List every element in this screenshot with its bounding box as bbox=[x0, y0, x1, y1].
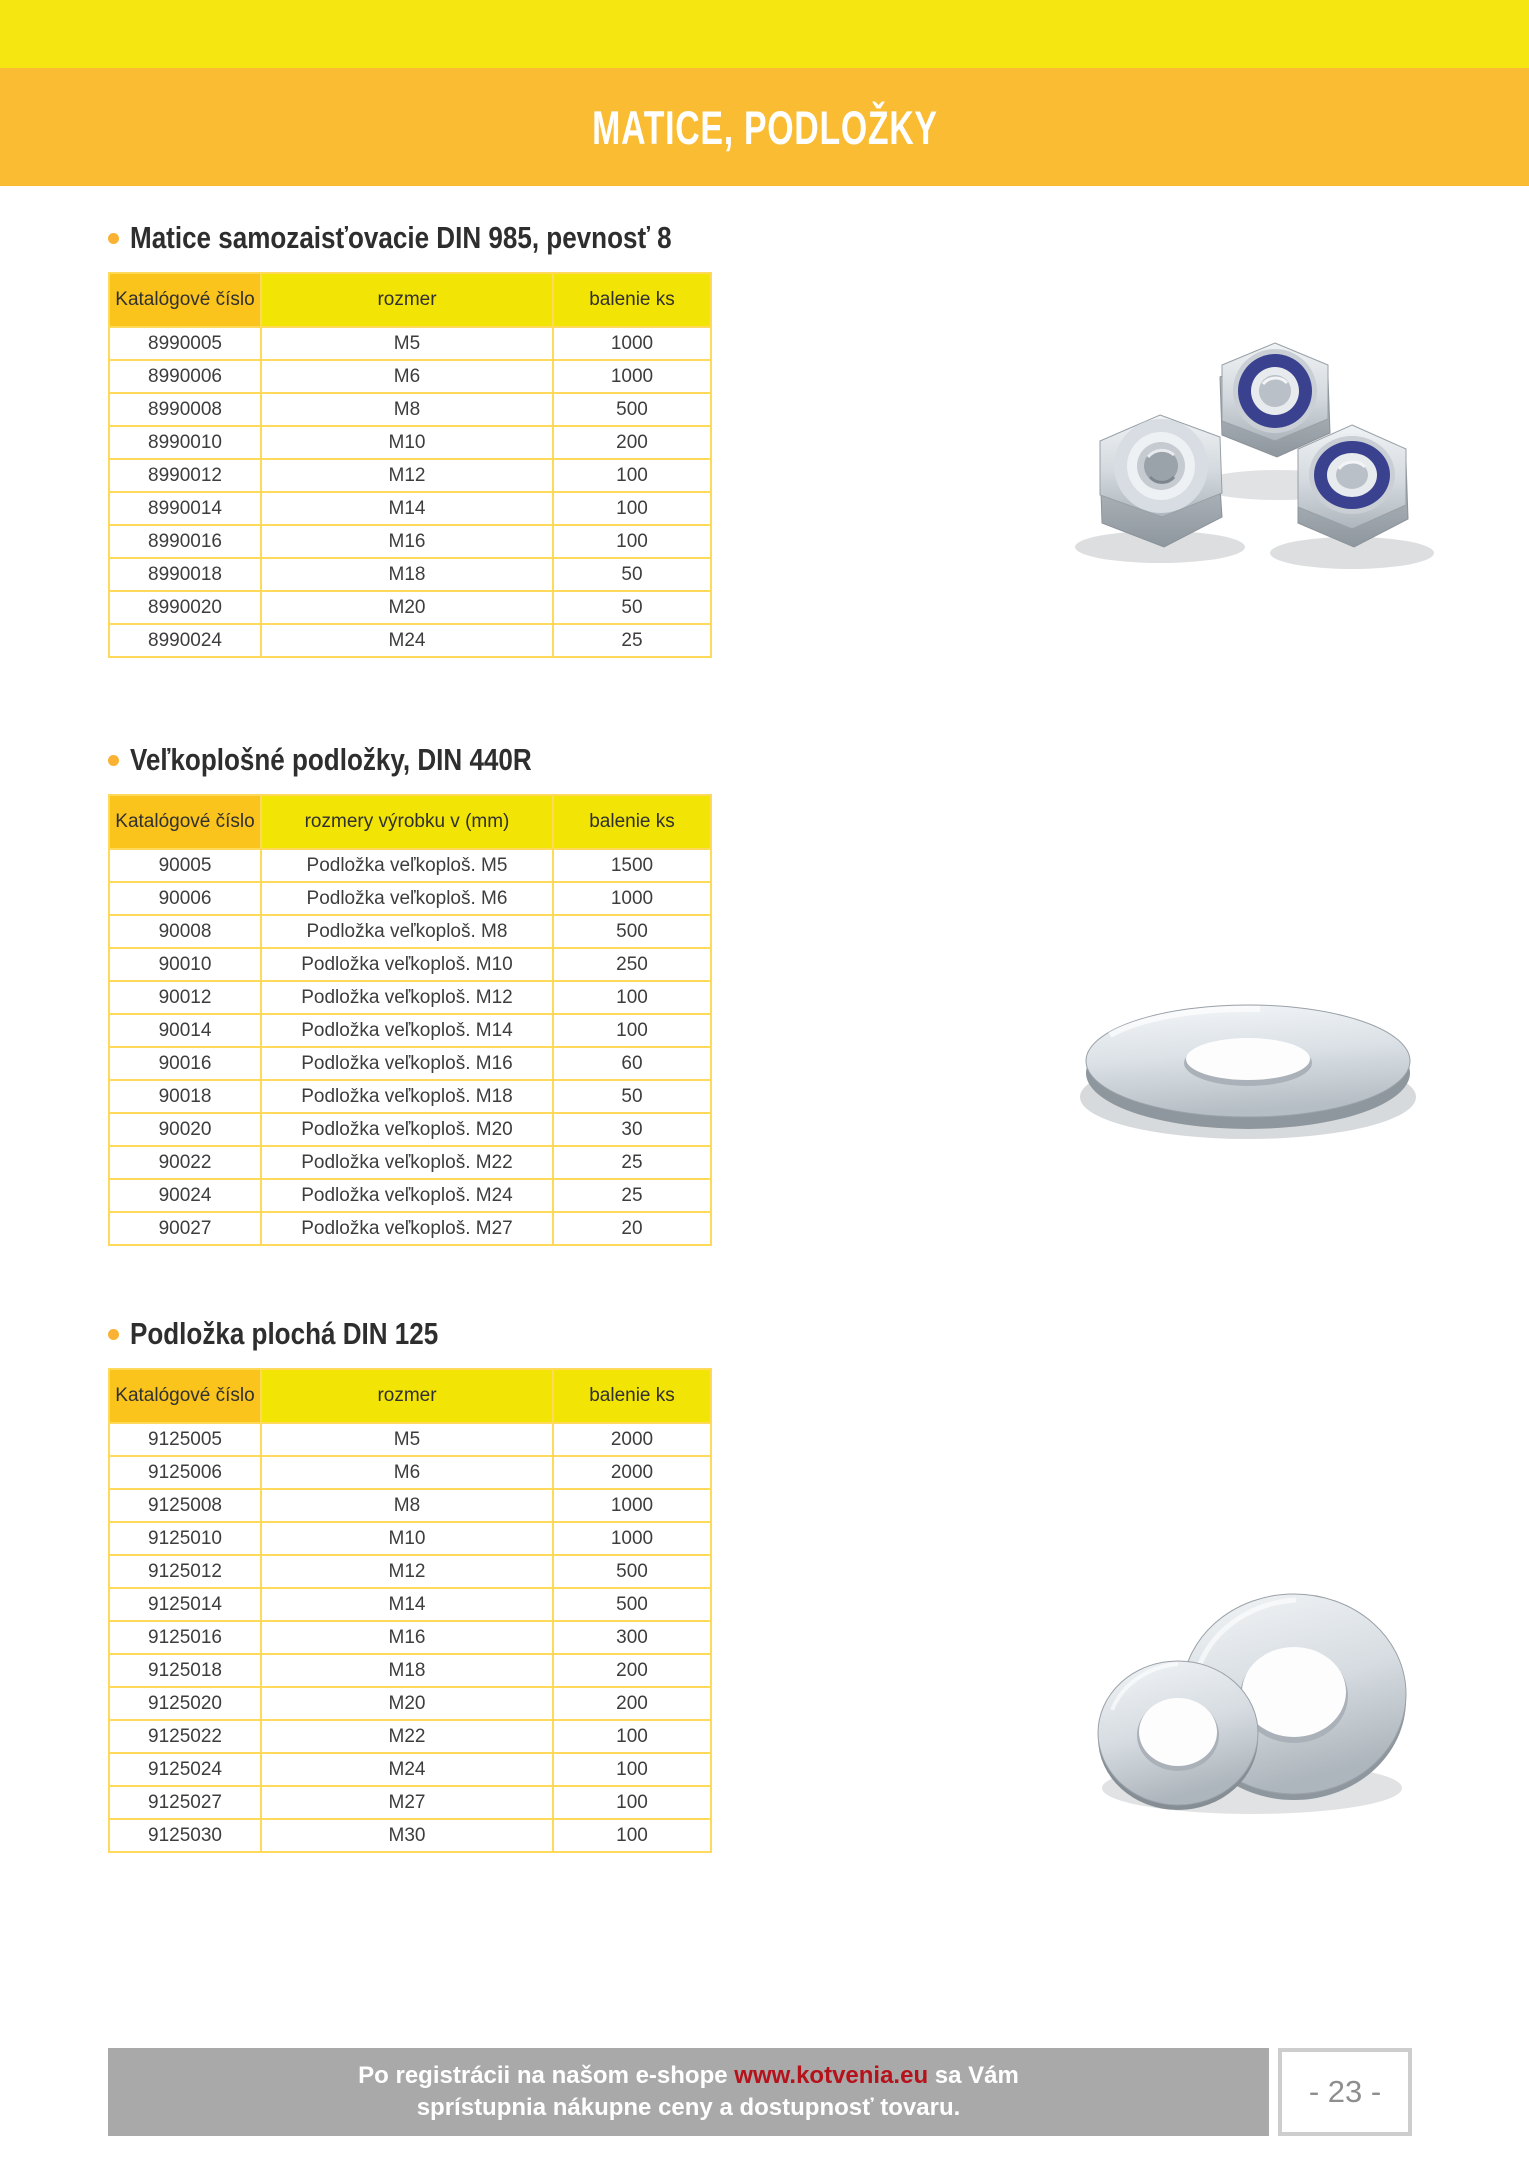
cell-catalog-number: 9125030 bbox=[109, 1819, 261, 1852]
cell-catalog-number: 90012 bbox=[109, 981, 261, 1014]
cell-catalog-number: 90008 bbox=[109, 915, 261, 948]
cell-catalog-number: 90020 bbox=[109, 1113, 261, 1146]
cell-dimension: M5 bbox=[261, 1423, 553, 1456]
cell-package-qty: 2000 bbox=[553, 1456, 711, 1489]
cell-dimension: M12 bbox=[261, 1555, 553, 1588]
table-row bbox=[109, 1113, 711, 1146]
table-row bbox=[109, 426, 711, 459]
cell-catalog-number: 9125008 bbox=[109, 1489, 261, 1522]
cell-catalog-number: 90024 bbox=[109, 1179, 261, 1212]
cell-package-qty: 1000 bbox=[553, 1522, 711, 1555]
cell-catalog-number: 8990010 bbox=[109, 426, 261, 459]
footer-text-suffix: sa Vám bbox=[928, 2062, 1019, 2089]
section-heading-lock-nuts bbox=[108, 220, 1412, 256]
cell-package-qty: 1000 bbox=[553, 882, 711, 915]
cell-package-qty: 200 bbox=[553, 1687, 711, 1720]
table-row bbox=[109, 1588, 711, 1621]
table-row bbox=[109, 327, 711, 360]
title-band bbox=[0, 68, 1529, 186]
cell-package-qty: 25 bbox=[553, 624, 711, 657]
column-header: Katalógové číslo bbox=[109, 795, 261, 849]
cell-catalog-number: 8990014 bbox=[109, 492, 261, 525]
bullet-icon bbox=[108, 233, 119, 244]
footer-line1 bbox=[358, 2060, 1019, 2092]
two-flat-washers-photo bbox=[1072, 1578, 1427, 1836]
cell-catalog-number: 8990018 bbox=[109, 558, 261, 591]
cell-dimension: M6 bbox=[261, 1456, 553, 1489]
table-row bbox=[109, 1786, 711, 1819]
table-row bbox=[109, 558, 711, 591]
cell-package-qty: 1000 bbox=[553, 360, 711, 393]
cell-package-qty: 60 bbox=[553, 1047, 711, 1080]
table-row bbox=[109, 1080, 711, 1113]
cell-package-qty: 100 bbox=[553, 459, 711, 492]
cell-dimension: M10 bbox=[261, 426, 553, 459]
cell-catalog-number: 90010 bbox=[109, 948, 261, 981]
cell-dimension: Podložka veľkoploš. M8 bbox=[261, 915, 553, 948]
cell-dimension: M20 bbox=[261, 1687, 553, 1720]
cell-package-qty: 20 bbox=[553, 1212, 711, 1245]
cell-dimension: M24 bbox=[261, 624, 553, 657]
cell-package-qty: 100 bbox=[553, 981, 711, 1014]
cell-dimension: M20 bbox=[261, 591, 553, 624]
cell-catalog-number: 9125006 bbox=[109, 1456, 261, 1489]
cell-catalog-number: 8990024 bbox=[109, 624, 261, 657]
cell-dimension: Podložka veľkoploš. M27 bbox=[261, 1212, 553, 1245]
table-row bbox=[109, 948, 711, 981]
cell-dimension: Podložka veľkoploš. M5 bbox=[261, 849, 553, 882]
cell-catalog-number: 9125014 bbox=[109, 1588, 261, 1621]
table-row bbox=[109, 882, 711, 915]
cell-package-qty: 30 bbox=[553, 1113, 711, 1146]
cell-dimension: Podložka veľkoploš. M16 bbox=[261, 1047, 553, 1080]
column-header: rozmery výrobku v (mm) bbox=[261, 795, 553, 849]
cell-dimension: M8 bbox=[261, 1489, 553, 1522]
footer-text-prefix: Po registrácii na našom e-shope bbox=[358, 2062, 735, 2089]
cell-catalog-number: 8990006 bbox=[109, 360, 261, 393]
header-row bbox=[109, 273, 711, 327]
column-header: Katalógové číslo bbox=[109, 1369, 261, 1423]
table-row bbox=[109, 591, 711, 624]
cell-package-qty: 300 bbox=[553, 1621, 711, 1654]
cell-catalog-number: 8990005 bbox=[109, 327, 261, 360]
table-row bbox=[109, 849, 711, 882]
header-row bbox=[109, 1369, 711, 1423]
footer-line2: sprístupnia nákupne ceny a dostupnosť tovaru. bbox=[416, 2094, 961, 2121]
table-row bbox=[109, 1212, 711, 1245]
table-row bbox=[109, 393, 711, 426]
cell-package-qty: 25 bbox=[553, 1179, 711, 1212]
table-row bbox=[109, 1047, 711, 1080]
cell-catalog-number: 8990016 bbox=[109, 525, 261, 558]
cell-package-qty: 100 bbox=[553, 1753, 711, 1786]
cell-catalog-number: 8990012 bbox=[109, 459, 261, 492]
cell-package-qty: 500 bbox=[553, 393, 711, 426]
cell-catalog-number: 9125020 bbox=[109, 1687, 261, 1720]
table-row bbox=[109, 1423, 711, 1456]
cell-package-qty: 25 bbox=[553, 1146, 711, 1179]
cell-catalog-number: 90005 bbox=[109, 849, 261, 882]
table-row bbox=[109, 1146, 711, 1179]
cell-catalog-number: 90016 bbox=[109, 1047, 261, 1080]
cell-dimension: M14 bbox=[261, 492, 553, 525]
table-row bbox=[109, 1555, 711, 1588]
table-row bbox=[109, 624, 711, 657]
top-yellow-strip bbox=[0, 0, 1529, 68]
cell-package-qty: 200 bbox=[553, 426, 711, 459]
lock-nuts-photo bbox=[1060, 285, 1435, 590]
cell-dimension: M6 bbox=[261, 360, 553, 393]
table-row bbox=[109, 1720, 711, 1753]
column-header: balenie ks bbox=[553, 273, 711, 327]
cell-catalog-number: 9125024 bbox=[109, 1753, 261, 1786]
cell-catalog-number: 8990008 bbox=[109, 393, 261, 426]
table-row bbox=[109, 1687, 711, 1720]
cell-catalog-number: 9125016 bbox=[109, 1621, 261, 1654]
cell-dimension: M16 bbox=[261, 525, 553, 558]
cell-package-qty: 500 bbox=[553, 1588, 711, 1621]
cell-dimension: Podložka veľkoploš. M24 bbox=[261, 1179, 553, 1212]
footer-registration-note bbox=[108, 2048, 1269, 2136]
cell-package-qty: 100 bbox=[553, 1014, 711, 1047]
cell-package-qty: 1000 bbox=[553, 327, 711, 360]
cell-package-qty: 50 bbox=[553, 1080, 711, 1113]
cell-package-qty: 200 bbox=[553, 1654, 711, 1687]
table-row bbox=[109, 525, 711, 558]
table-row bbox=[109, 981, 711, 1014]
section-title: Podložka plochá DIN 125 bbox=[130, 1316, 439, 1351]
table-row bbox=[109, 1014, 711, 1047]
cell-catalog-number: 90014 bbox=[109, 1014, 261, 1047]
cell-package-qty: 1500 bbox=[553, 849, 711, 882]
cell-package-qty: 100 bbox=[553, 525, 711, 558]
bullet-icon bbox=[108, 1329, 119, 1340]
cell-dimension: M30 bbox=[261, 1819, 553, 1852]
column-header: balenie ks bbox=[553, 795, 711, 849]
table-row bbox=[109, 1489, 711, 1522]
cell-package-qty: 500 bbox=[553, 1555, 711, 1588]
cell-dimension: M5 bbox=[261, 327, 553, 360]
column-header: balenie ks bbox=[553, 1369, 711, 1423]
cell-dimension: Podložka veľkoploš. M18 bbox=[261, 1080, 553, 1113]
cell-dimension: M27 bbox=[261, 1786, 553, 1819]
cell-dimension: Podložka veľkoploš. M22 bbox=[261, 1146, 553, 1179]
large-flat-washer-photo bbox=[1050, 925, 1445, 1190]
page-footer bbox=[108, 2048, 1412, 2136]
cell-package-qty: 500 bbox=[553, 915, 711, 948]
cell-dimension: M18 bbox=[261, 558, 553, 591]
cell-dimension: Podložka veľkoploš. M12 bbox=[261, 981, 553, 1014]
section-title: Veľkoplošné podložky, DIN 440R bbox=[130, 742, 532, 777]
cell-package-qty: 100 bbox=[553, 1819, 711, 1852]
section-title: Matice samozaisťovacie DIN 985, pevnosť 8 bbox=[130, 220, 672, 255]
table-row bbox=[109, 1819, 711, 1852]
cell-catalog-number: 9125027 bbox=[109, 1786, 261, 1819]
footer-shop-link[interactable]: www.kotvenia.eu bbox=[734, 2062, 929, 2089]
table-row bbox=[109, 492, 711, 525]
table-row bbox=[109, 1753, 711, 1786]
cell-catalog-number: 90022 bbox=[109, 1146, 261, 1179]
lock-nuts-table bbox=[108, 272, 712, 658]
cell-package-qty: 2000 bbox=[553, 1423, 711, 1456]
table-row bbox=[109, 459, 711, 492]
cell-dimension: M14 bbox=[261, 1588, 553, 1621]
table-row bbox=[109, 1522, 711, 1555]
cell-dimension: M12 bbox=[261, 459, 553, 492]
cell-catalog-number: 90018 bbox=[109, 1080, 261, 1113]
table-row bbox=[109, 1179, 711, 1212]
column-header: rozmer bbox=[261, 1369, 553, 1423]
cell-dimension: Podložka veľkoploš. M20 bbox=[261, 1113, 553, 1146]
cell-package-qty: 100 bbox=[553, 1720, 711, 1753]
cell-catalog-number: 8990020 bbox=[109, 591, 261, 624]
table-row bbox=[109, 1654, 711, 1687]
cell-dimension: M8 bbox=[261, 393, 553, 426]
cell-package-qty: 50 bbox=[553, 558, 711, 591]
cell-dimension: Podložka veľkoploš. M10 bbox=[261, 948, 553, 981]
large-washers-table bbox=[108, 794, 712, 1246]
cell-dimension: M24 bbox=[261, 1753, 553, 1786]
cell-package-qty: 250 bbox=[553, 948, 711, 981]
table-row bbox=[109, 1456, 711, 1489]
page-number-box bbox=[1278, 2048, 1412, 2136]
column-header: rozmer bbox=[261, 273, 553, 327]
cell-catalog-number: 9125012 bbox=[109, 1555, 261, 1588]
table-row bbox=[109, 1621, 711, 1654]
cell-package-qty: 100 bbox=[553, 492, 711, 525]
cell-dimension: M10 bbox=[261, 1522, 553, 1555]
cell-dimension: Podložka veľkoploš. M14 bbox=[261, 1014, 553, 1047]
cell-catalog-number: 9125018 bbox=[109, 1654, 261, 1687]
section-heading-large-washers bbox=[108, 742, 1412, 778]
cell-catalog-number: 9125022 bbox=[109, 1720, 261, 1753]
cell-dimension: Podložka veľkoploš. M6 bbox=[261, 882, 553, 915]
column-header: Katalógové číslo bbox=[109, 273, 261, 327]
cell-catalog-number: 9125005 bbox=[109, 1423, 261, 1456]
section-heading-flat-washers bbox=[108, 1316, 1412, 1352]
table-row bbox=[109, 915, 711, 948]
bullet-icon bbox=[108, 755, 119, 766]
cell-dimension: M22 bbox=[261, 1720, 553, 1753]
cell-package-qty: 1000 bbox=[553, 1489, 711, 1522]
header-row bbox=[109, 795, 711, 849]
cell-dimension: M16 bbox=[261, 1621, 553, 1654]
flat-washers-table bbox=[108, 1368, 712, 1853]
table-row bbox=[109, 360, 711, 393]
cell-catalog-number: 90006 bbox=[109, 882, 261, 915]
cell-catalog-number: 90027 bbox=[109, 1212, 261, 1245]
cell-dimension: M18 bbox=[261, 1654, 553, 1687]
cell-catalog-number: 9125010 bbox=[109, 1522, 261, 1555]
page-title: MATICE, PODLOŽKY bbox=[591, 100, 938, 154]
cell-package-qty: 100 bbox=[553, 1786, 711, 1819]
cell-package-qty: 50 bbox=[553, 591, 711, 624]
page-number: - 23 - bbox=[1308, 2074, 1382, 2109]
